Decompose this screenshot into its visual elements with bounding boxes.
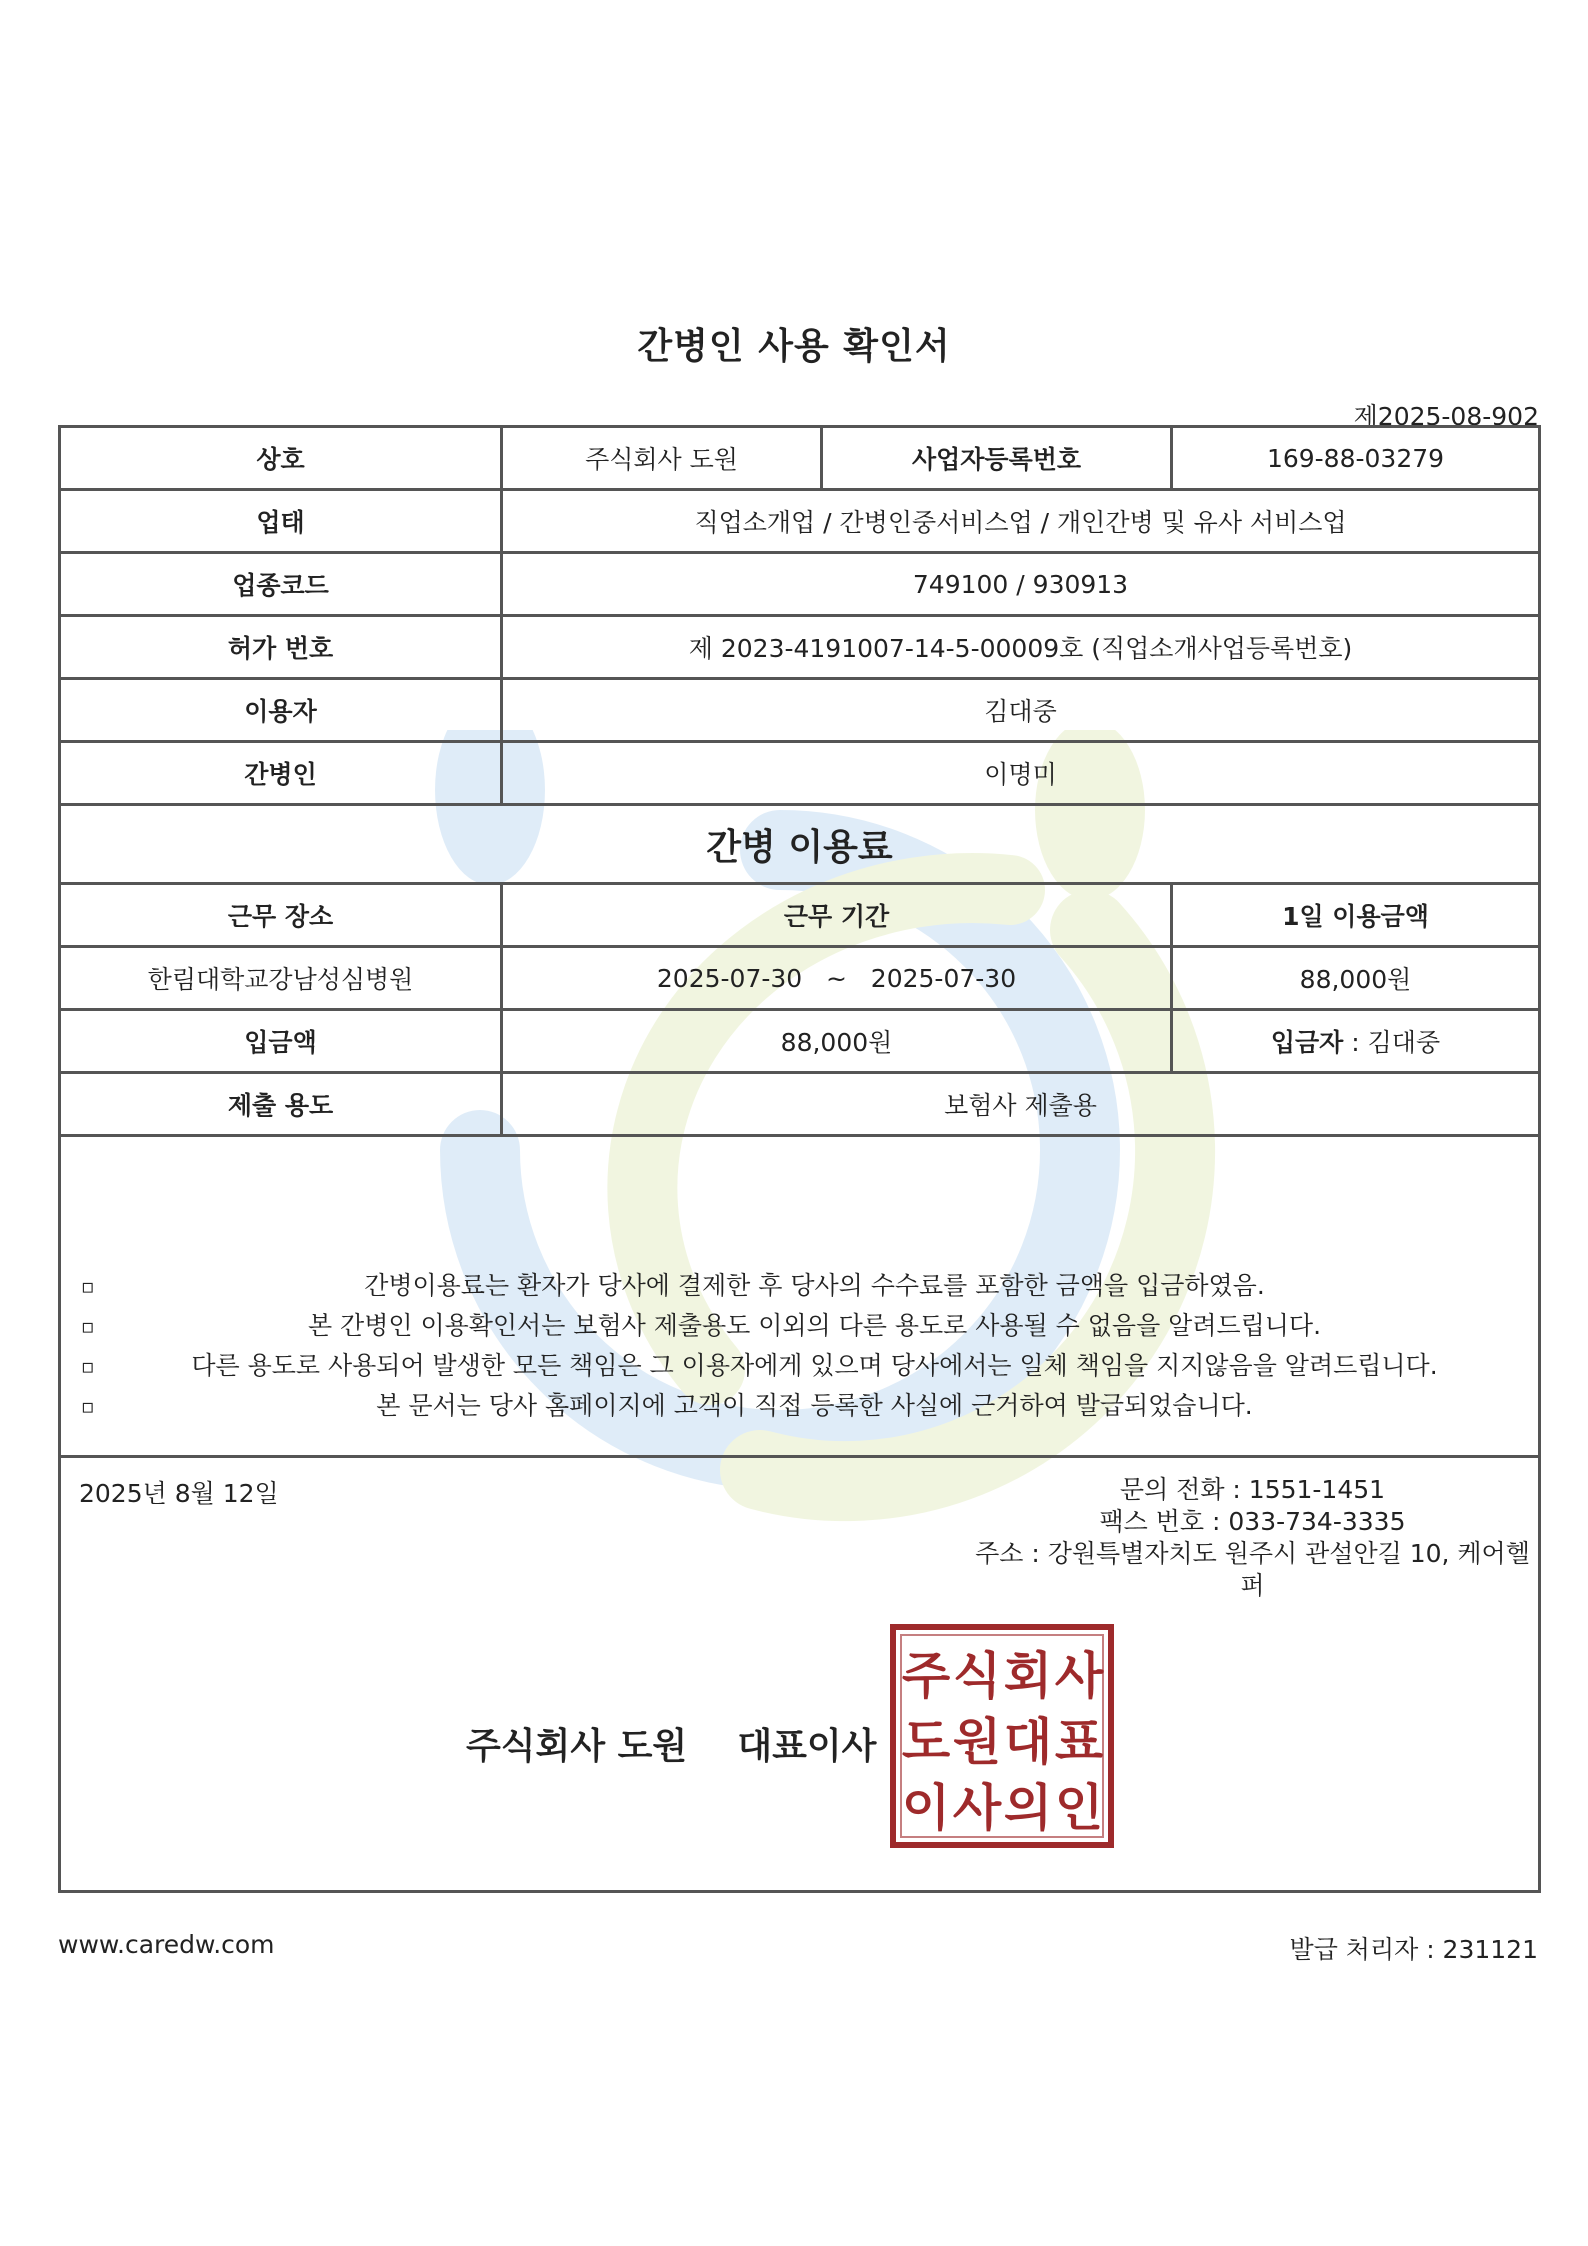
note-item [81, 1306, 1518, 1346]
license-value: 제 2023-4191007-14-5-00009호 (직업소개사업등록번호) [502, 616, 1540, 679]
caregiver-label: 간병인 [60, 742, 502, 805]
fee-header-row [60, 884, 1540, 947]
industry-code-label: 업종코드 [60, 553, 502, 616]
contact-phone: 문의 전화 : 1551-1451 [1119, 1475, 1386, 1504]
confirmation-table [58, 425, 1541, 1893]
user-label: 이용자 [60, 679, 502, 742]
footer-row [60, 1457, 1540, 1892]
fee-section-title: 간병 이용료 [60, 805, 1540, 884]
note-item [81, 1386, 1518, 1426]
industry-code-row [60, 553, 1540, 616]
notes-row [60, 1136, 1540, 1457]
daily-fee-header: 1일 이용금액 [1172, 884, 1540, 947]
deposit-value: 88,000원 [502, 1010, 1172, 1073]
contact-address: 주소 : 강원특별자치도 원주시 관설안길 10, 케어헬퍼 [975, 1539, 1530, 1600]
work-place-value: 한림대학교강남성심병원 [60, 947, 502, 1010]
bullet-icon: ▫ [81, 1354, 95, 1378]
svg-text:사: 사 [1054, 1647, 1104, 1705]
depositor-label: 입금자 [1270, 1028, 1344, 1057]
svg-text:도: 도 [901, 1713, 951, 1771]
note-text: 본 간병인 이용확인서는 보험사 제출용도 이외의 다른 용도로 사용될 수 없음을 알려드립니다. [307, 1311, 1322, 1340]
depositor-value: : 김대중 [1343, 1028, 1441, 1057]
license-label: 허가 번호 [60, 616, 502, 679]
issuer-info: 발급 처리자 : 231121 [1289, 1935, 1538, 1964]
work-period-value: 2025-07-30 ~ 2025-07-30 [502, 947, 1172, 1010]
user-row [60, 679, 1540, 742]
bullet-icon: ▫ [81, 1274, 95, 1298]
industry-code-value: 749100 / 930913 [502, 553, 1540, 616]
contact-block [967, 1474, 1538, 1602]
business-type-row [60, 490, 1540, 553]
signature-line: 주식회사 도원 대표이사 [466, 1726, 877, 1767]
deposit-row [60, 1010, 1540, 1073]
notes-list [81, 1266, 1518, 1426]
bullet-icon: ▫ [81, 1314, 95, 1338]
company-label: 상호 [60, 427, 502, 490]
svg-text:인: 인 [1054, 1779, 1104, 1837]
svg-text:이: 이 [901, 1779, 951, 1837]
company-seal-stamp [889, 1623, 1115, 1849]
registration-label: 사업자등록번호 [822, 427, 1172, 490]
svg-text:주: 주 [901, 1647, 951, 1705]
svg-text:회: 회 [1003, 1647, 1053, 1705]
issue-date: 2025년 8월 12일 [79, 1479, 279, 1508]
company-row [60, 427, 1540, 490]
note-item [81, 1346, 1518, 1386]
caregiver-value: 이명미 [502, 742, 1540, 805]
purpose-row [60, 1073, 1540, 1136]
purpose-label: 제출 용도 [60, 1073, 502, 1136]
document-number: 제2025-08-902 [1353, 402, 1539, 431]
note-text: 본 문서는 당사 홈페이지에 고객이 직접 등록한 사실에 근거하여 발급되었습니다. [376, 1391, 1253, 1420]
purpose-value: 보험사 제출용 [502, 1073, 1540, 1136]
company-value: 주식회사 도원 [502, 427, 822, 490]
user-value: 김대중 [502, 679, 1540, 742]
deposit-label: 입금액 [60, 1010, 502, 1073]
fee-section-row [60, 805, 1540, 884]
business-type-label: 업태 [60, 490, 502, 553]
daily-fee-value: 88,000원 [1172, 947, 1540, 1010]
depositor-cell [1172, 1010, 1540, 1073]
license-row [60, 616, 1540, 679]
note-text: 간병이용료는 환자가 당사에 결제한 후 당사의 수수료를 포함한 금액을 입금하였음. [364, 1271, 1265, 1300]
svg-text:의: 의 [1003, 1779, 1053, 1837]
business-type-value: 직업소개업 / 간병인중서비스업 / 개인간병 및 유사 서비스업 [502, 490, 1540, 553]
notes-cell [60, 1136, 1540, 1457]
work-place-header: 근무 장소 [60, 884, 502, 947]
note-item [81, 1266, 1518, 1306]
work-period-header: 근무 기간 [502, 884, 1172, 947]
document-title: 간병인 사용 확인서 [637, 326, 951, 367]
note-text: 다른 용도로 사용되어 발생한 모든 책임은 그 이용자에게 있으며 당사에서는 일체 책임을 지지않음을 알려드립니다. [191, 1351, 1438, 1380]
svg-text:원: 원 [952, 1713, 1002, 1771]
fee-data-row [60, 947, 1540, 1010]
svg-text:표: 표 [1054, 1713, 1104, 1771]
contact-fax: 팩스 번호 : 033-734-3335 [1099, 1507, 1406, 1536]
svg-text:사: 사 [952, 1779, 1002, 1837]
registration-value: 169-88-03279 [1172, 427, 1540, 490]
bullet-icon: ▫ [81, 1394, 95, 1418]
footer-cell [60, 1457, 1540, 1892]
svg-text:식: 식 [952, 1647, 1002, 1705]
website-link[interactable]: www.caredw.com [58, 1930, 275, 1959]
svg-text:대: 대 [1003, 1713, 1053, 1771]
caregiver-row [60, 742, 1540, 805]
